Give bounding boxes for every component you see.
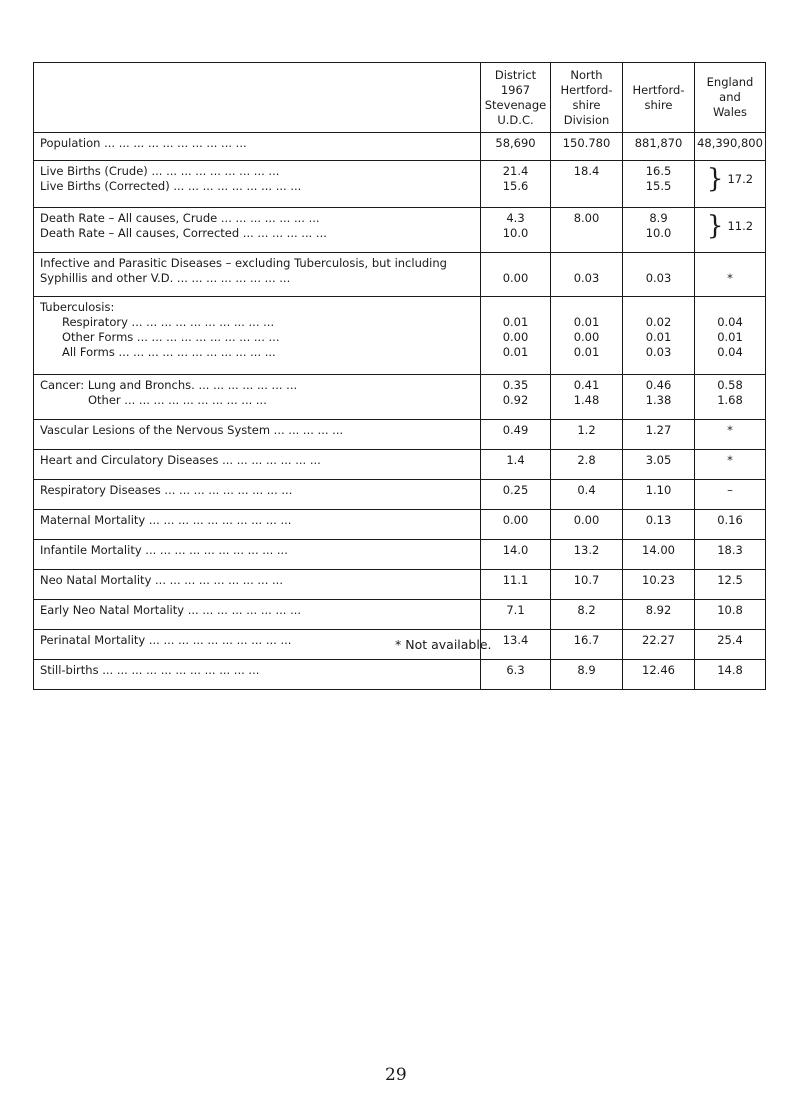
value: 1.4 [506,453,525,467]
value: 15.6 [502,179,529,193]
value: 0.13 [645,513,672,527]
value-cell [481,375,551,420]
table-row [34,480,766,510]
value: 0.00 [502,271,529,285]
value: 0.01 [645,330,672,344]
value-cell [695,660,766,690]
row-label [34,540,481,570]
row-label-line: Syphillis and other V.D. ... ... ... ... ... ... ... ... [40,271,291,285]
col-header-line: North [570,67,603,82]
value: 1.38 [645,393,672,407]
row-label-line: Heart and Circulatory Diseases ... ... ... ... ... ... ... [40,453,321,467]
value: 0.25 [502,483,529,497]
value: 12.5 [717,573,743,587]
row-label-line: Infantile Mortality ... ... ... ... ... ... ... ... ... ... [40,543,288,557]
value: 881,870 [634,136,683,150]
value: 1.68 [717,393,743,407]
value: 1.2 [577,423,596,437]
value-cell [481,480,551,510]
value: 0.01 [502,315,529,329]
value: 17.2 [727,171,754,186]
value: – [727,483,733,497]
value [553,300,620,315]
value-cell [481,510,551,540]
value-cell [551,480,623,510]
page-number: 29 [385,1065,407,1085]
row-label [34,600,481,630]
value-cell [551,420,623,450]
value-cell [623,450,695,480]
value [697,256,763,271]
value: 8.9 [577,663,596,677]
row-label [34,253,481,297]
value-cell [623,208,695,253]
value-cell [551,510,623,540]
table-row [34,570,766,600]
value: 0.04 [717,315,743,329]
table-row [34,510,766,540]
value-cell [623,253,695,297]
row-label [34,161,481,208]
row-label-line: Early Neo Natal Mortality ... ... ... ... ... ... ... ... [40,603,302,617]
value: 58,690 [495,136,536,150]
row-label-line: Cancer: Lung and Bronchs. ... ... ... ... ... ... ... [40,378,298,392]
value: 2.8 [577,453,596,467]
value: 10.23 [642,573,675,587]
value-cell [695,570,766,600]
value: 1.10 [645,483,672,497]
value-cell [623,630,695,660]
col-header-england-wales [695,63,766,133]
value-cell [695,510,766,540]
row-label [34,420,481,450]
value-cell [623,660,695,690]
row-label-line: Respiratory Diseases ... ... ... ... ... ... ... ... ... [40,483,293,497]
value: 0.16 [717,513,743,527]
table-row [34,375,766,420]
row-label-line: Respiratory ... ... ... ... ... ... ... ... ... ... [62,315,275,329]
row-label-line: Neo Natal Mortality ... ... ... ... ... ... ... ... ... [40,573,283,587]
row-label-line: Tuberculosis: [40,300,115,314]
value: 11.1 [502,573,529,587]
col-header-line: Stevenage [484,97,547,112]
value-cell [551,450,623,480]
col-header-line: 1967 [500,82,531,97]
value-cell [695,133,766,161]
row-label-line: Death Rate – All causes, Corrected ... ... ... ... ... ... [40,226,327,240]
value-cell [623,570,695,600]
value: 15.5 [645,179,672,193]
value: 150.780 [562,136,611,150]
table-row [34,161,766,208]
value-cell [551,161,623,208]
value-cell [623,540,695,570]
row-label [34,570,481,600]
row-label-line: Death Rate – All causes, Crude ... ... ... ... ... ... ... [40,211,320,225]
col-header-line: shire [572,97,601,112]
value: 0.92 [502,393,529,407]
value: 8.2 [577,603,596,617]
value: 0.00 [573,513,600,527]
value: 0.03 [645,345,672,359]
value: 18.4 [573,164,600,178]
row-label-line: Vascular Lesions of the Nervous System ... ... ... ... ... [40,423,344,437]
value-cell [695,375,766,420]
value: 11.2 [727,218,754,233]
value: 0.01 [717,330,743,344]
row-label [34,510,481,540]
row-label [34,480,481,510]
col-header-line: Division [563,112,610,127]
row-label-line: Other ... ... ... ... ... ... ... ... ... ... [88,393,267,407]
value-cell [695,630,766,660]
value: 0.4 [577,483,596,497]
value-cell [551,540,623,570]
value: * [727,423,733,437]
value-cell [695,420,766,450]
value-cell [551,600,623,630]
value: 8.92 [645,603,672,617]
value-cell [623,161,695,208]
col-header-north-herts [551,63,623,133]
value-cell [551,660,623,690]
value-cell [551,375,623,420]
value: 0.58 [717,378,743,392]
header-blank [34,63,481,133]
row-label-line: Infective and Parasitic Diseases – excluding Tuberculosis, but including [40,256,447,270]
col-header-line: U.D.C. [497,112,534,127]
value: 16.7 [573,633,600,647]
row-label-line: Other Forms ... ... ... ... ... ... ... ... ... ... [62,330,280,344]
value-cell [551,297,623,375]
row-label-line: Live Births (Crude) ... ... ... ... ... ... ... ... ... [40,164,280,178]
value-cell [695,297,766,375]
value [483,256,548,271]
value-cell [481,450,551,480]
value: * [727,271,733,285]
value: 0.00 [502,330,529,344]
value-cell [695,600,766,630]
value: 0.46 [645,378,672,392]
row-label-line: Population ... ... ... ... ... ... ... ... ... ... [40,136,247,150]
col-header-line: shire [644,97,673,112]
table-row [34,420,766,450]
value: 21.4 [502,164,529,178]
value: 8.9 [649,211,668,225]
value: 0.03 [645,271,672,285]
value: 0.00 [573,330,600,344]
col-header-herts [623,63,695,133]
col-header-line: Hertford- [560,82,613,97]
row-label-line: Still-births ... ... ... ... ... ... ... ... ... ... ... [40,663,260,677]
row-label-line: All Forms ... ... ... ... ... ... ... ... ... ... ... [62,345,276,359]
row-label [34,133,481,161]
value: 4.3 [506,211,525,225]
value-cell [481,161,551,208]
value-cell [623,420,695,450]
row-label [34,208,481,253]
value: 22.27 [642,633,675,647]
value-cell [551,253,623,297]
brace-icon: } [706,164,724,194]
table-row [34,660,766,690]
col-header-line: District [494,67,537,82]
value: 10.0 [645,226,672,240]
value [625,300,692,315]
value: * [727,453,733,467]
row-label-line: Maternal Mortality ... ... ... ... ... ... ... ... ... ... [40,513,292,527]
value: 14.8 [717,663,743,677]
value [483,300,548,315]
value-cell [481,297,551,375]
value: 14.0 [502,543,529,557]
value-cell [695,480,766,510]
table-row [34,540,766,570]
value: 18.3 [717,543,743,557]
value: 0.01 [573,345,600,359]
value: 25.4 [717,633,743,647]
value-cell [481,570,551,600]
value: 12.46 [642,663,675,677]
value-cell [695,253,766,297]
col-header-line: Hertford- [632,82,685,97]
value-cell [623,480,695,510]
value: 48,390,800 [697,136,763,150]
table-row [34,133,766,161]
table-row [34,208,766,253]
value-cell [623,297,695,375]
value: 0.04 [717,345,743,359]
value-cell [481,208,551,253]
value-cell [551,630,623,660]
value: 10.7 [573,573,600,587]
col-header-district [481,63,551,133]
value: 14.00 [642,543,675,557]
value: 0.49 [502,423,529,437]
value: 0.41 [573,378,600,392]
value-cell [481,540,551,570]
value: 16.5 [645,164,672,178]
col-header-line: England [706,75,754,89]
row-label-line: Live Births (Corrected) ... ... ... ... ... ... ... ... ... [40,179,302,193]
value: 6.3 [506,663,525,677]
value [553,256,620,271]
col-header-line: Wales [713,105,747,119]
row-label [34,660,481,690]
value-cell [695,450,766,480]
value: 10.8 [717,603,743,617]
value-cell [481,420,551,450]
table-row [34,600,766,630]
value-cell [551,570,623,600]
table-row [34,253,766,297]
value-cell [623,510,695,540]
value [697,300,763,315]
value-cell [551,208,623,253]
value-cell [623,600,695,630]
value-cell [695,208,766,253]
value [625,256,692,271]
col-header-line: and [719,90,741,104]
value: 13.2 [573,543,600,557]
row-label [34,297,481,375]
row-label-line: Perinatal Mortality ... ... ... ... ... ... ... ... ... ... [40,633,292,647]
table-row [34,297,766,375]
value: 0.03 [573,271,600,285]
value: 0.02 [645,315,672,329]
value-cell [481,600,551,630]
row-label [34,450,481,480]
value: 0.01 [502,345,529,359]
value-cell [695,540,766,570]
value: 0.35 [502,378,529,392]
brace-icon: } [706,211,724,241]
table-row [34,450,766,480]
value: 13.4 [502,633,529,647]
value-cell [481,133,551,161]
value: 1.48 [573,393,600,407]
footnote: * Not available. [395,637,492,652]
value: 10.0 [502,226,529,240]
value: 8.00 [573,211,600,225]
statistics-table [33,62,766,690]
value-cell [481,253,551,297]
value: 3.05 [645,453,672,467]
value-cell [623,375,695,420]
value: 0.00 [502,513,529,527]
value-cell [695,161,766,208]
value: 7.1 [506,603,525,617]
value: 0.01 [573,315,600,329]
value-cell [481,660,551,690]
value: 1.27 [645,423,672,437]
row-label [34,375,481,420]
value-cell [551,133,623,161]
value-cell [623,133,695,161]
